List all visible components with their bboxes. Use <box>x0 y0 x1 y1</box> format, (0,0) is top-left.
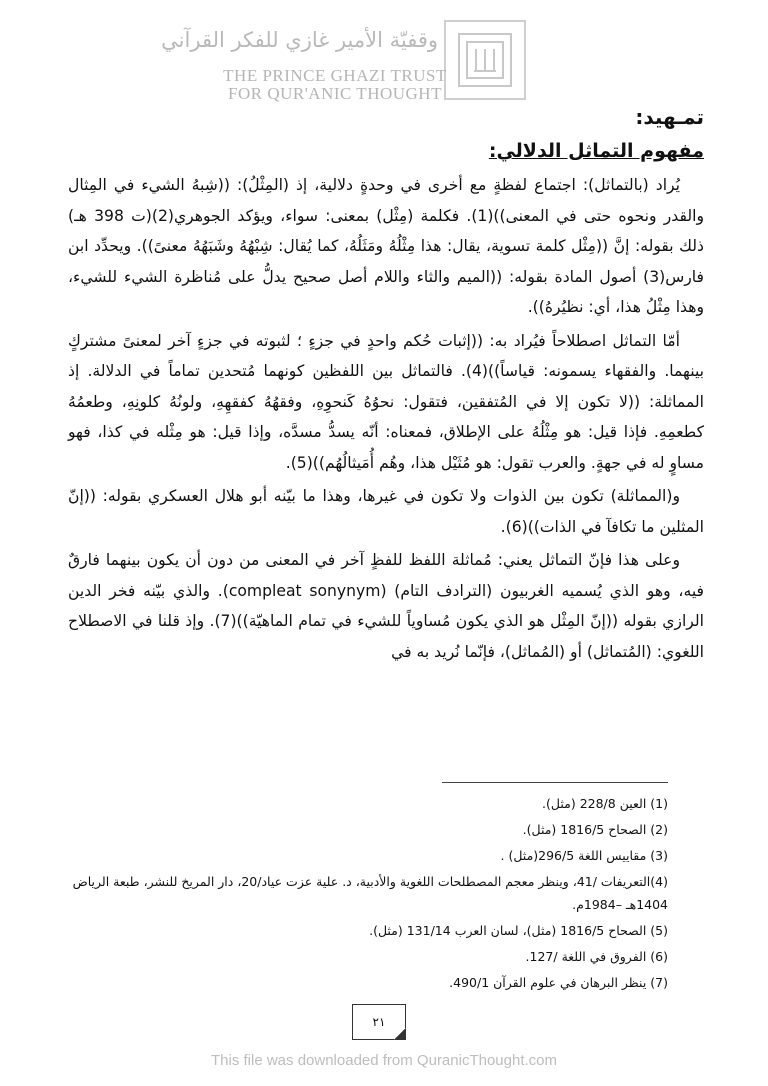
paragraph-1: يُراد (بالتماثل): اجتماع لفظةٍ مع أخرى في وحدةٍ دلالية، إذ (المِثْلُ): ((شِبهُ الشيء في المِثال والقدر ونحوه حتى في المعنى))(1). فكلمة (مِثْل) بمعنى: سواء، ويؤكد الجوهري(2)(ت 398 هـ) ذلك بقوله: إنَّ ((مِثْل كلمة تسوية، يقال: هذا مِثْلُهُ ومَثَلُهُ، كما يُقال: شِبْهُهُ وشَبَهُهُ معنىً)). ويحدِّد ابن فارس(3) أصول المادة بقوله: ((الميم والثاء واللام أصل صحيح يدلُّ على مُناظرة الشيء للشيء، وهذا مِثْلُ هذا، أي: نظيُرهُ)). <box>68 176 704 316</box>
trust-logo <box>444 20 526 100</box>
footnote-2: (2) الصحاح 1816/5 (مثل). <box>522 822 668 837</box>
prince-ghazi-trust-logo-icon <box>456 31 514 89</box>
footnote-5: (5) الصحاح 1816/5 (مثل)، لسان العرب 131/14 (مثل). <box>369 923 668 938</box>
download-watermark-text: This file was downloaded from QuranicThought.com <box>211 1052 557 1069</box>
section-subheading: مفهوم التماثل الدلالي: <box>488 140 704 162</box>
footnote-divider <box>442 782 668 783</box>
page-number-box <box>352 1004 406 1040</box>
footnote-1: (1) العين 228/8 (مثل). <box>542 796 668 811</box>
footnote-7: (7) ينظر البرهان في علوم القرآن 490/1. <box>449 975 668 990</box>
paragraph-4: وعلى هذا فإنّ التماثل يعني: مُماثلة اللفظ للفظٍ آخر في المعنى من دون أن يكون بينهما فارقٌ فيه، وهو الذي يُسميه الغربيون (الترادف التام) (compleat sonynym). والذي بيّنه فخر الدين الرازي بقوله ((إنّ المِثْل هو الذي يكون مُساوياً للشيء في تمام الماهيّة))(7). وإذ قلنا في الاصطلاح اللغوي: (المُتماثل) أو (المُماثل)، فإنّما نُريد به في <box>68 551 704 661</box>
document-body <box>68 102 704 670</box>
page-fold-corner <box>394 1028 406 1040</box>
paragraph-2: أمّا التماثل اصطلاحاً فيُراد به: ((إثبات حُكم واحدٍ في جزءٍ ؛ لثبوته في جزءٍ آخر لمعنىً مشتركٍ بينهما. والفقهاء يسمونه: قياساً))(4). فالتماثل بين اللفظين كونهما مُتحدين تماماً في الدلالة. إذ المماثلة: ((لا تكون إلا في المُتفقين، فتقول: نحوُهُ كَنحوِهِ، وفقهُهُ كفقهِهِ، ولونُهُ كلونِهِ، وطعمُهُ كطعمِهِ. فإذا قيل: هو مِثْلُهُ على الإطلاق، فمعناه: أنّه يسدُّ مسدَّه، وإذا قيل: هو مِثْله في كذا، فهو مساوٍ له في جهةٍ. والعرب تقول: هو مُثَيْل هذا، وهُم أُمَيثالُهُم))(5). <box>68 331 704 472</box>
page-header <box>0 8 768 103</box>
footnote-6: (6) الفروق في اللغة /127. <box>525 949 668 964</box>
paragraph-3: و(المماثلة) تكون بين الذوات ولا تكون في غيرها، وهذا ما بيّنه أبو هلال العسكري بقوله: ((إنّ المثلين ما تكافآ في الذات))(6). <box>68 487 704 536</box>
footnote-4: (4)التعريفات /41، وينظر معجم المصطلحات اللغوية والأدبية، د. علية عزت عياد/20، دار المريخ للنشر، طبعة الرياض 1404هـ –1984م. <box>72 874 668 912</box>
trust-name-english-line2: FOR QUR'ANIC THOUGHT <box>228 84 442 103</box>
page-number: ٢١ <box>372 1015 386 1029</box>
trust-name-english-line1: THE PRINCE GHAZI TRUST <box>223 66 447 85</box>
section-heading: تمـهيد: <box>635 105 704 129</box>
trust-name-arabic: وقفيّة الأمير غازي للفكر القرآني <box>161 28 438 52</box>
footnotes <box>64 792 668 997</box>
footnote-3: (3) مقاييس اللغة 296/5(مثل) . <box>500 848 668 863</box>
